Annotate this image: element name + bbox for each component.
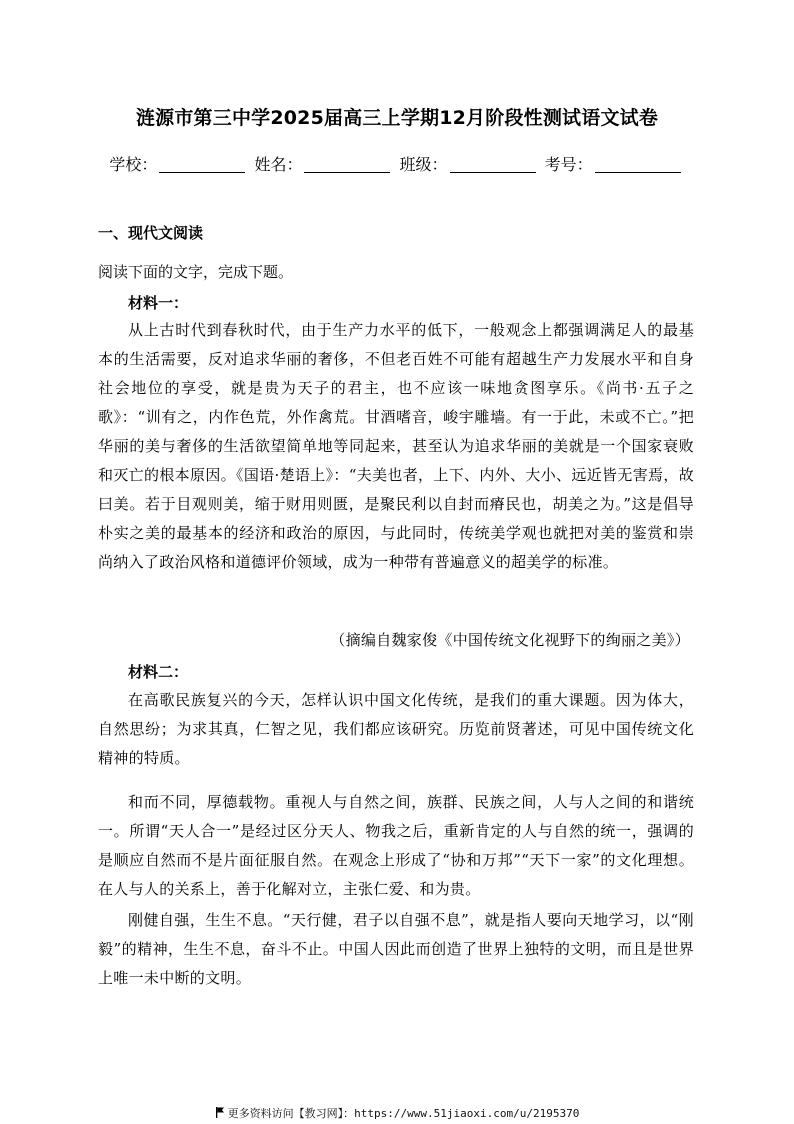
footer-text: 更多资料访问【教习网】：https://www.51jiaoxi.com/u/2195370 (227, 1107, 580, 1120)
exam-title: 涟源市第三中学2025届高三上学期12月阶段性测试语文试卷 (135, 107, 659, 129)
class-label: 班级： (399, 155, 448, 174)
flag-icon (215, 1107, 225, 1121)
school-label: 学校： (109, 155, 158, 174)
material-2-paragraph-2: 和而不同，厚德载物。重视人与自然之间，族群、民族之间，人与人之间的和谐统一。所谓“天人合一”是经过区分天人、物我之后，重新肯定的人与自然的统一，强调的是顺应自然而不是片面征服自然。在观念上形成了“协和万邦”“天下一家”的文化理想。在人与人的关系上，善于化解对立，主张仁爱、和为贵。 (98, 793, 694, 898)
section-instructions: 阅读下面的文字，完成下题。 (98, 263, 294, 281)
material-2-label: 材料二： (128, 663, 189, 681)
section-heading: 一、现代文阅读 (98, 224, 204, 242)
class-blank (450, 156, 536, 173)
material-1-label: 材料一： (128, 294, 189, 312)
material-1-source: （摘编自魏家俊《中国传统文化视野下的绚丽之美》） (330, 631, 690, 649)
material-2-paragraph-1: 在高歌民族复兴的今天，怎样认识中国文化传统，是我们的重大课题。因为体大，自然思纷；为求其真，仁智之见，我们都应该研究。历览前贤著述，可见中国传统文化精神的特质。 (98, 691, 694, 767)
material-2-paragraph-3: 刚健自强，生生不息。“天行健，君子以自强不息”，就是指人要向天地学习，以“刚毅”的精神，生生不息，奋斗不止。中国人因此而创造了世界上独特的文明，而且是世界上唯一未中断的文明。 (98, 911, 694, 987)
footer-link-line[interactable] (0, 1105, 794, 1121)
material-1-text: 从上古时代到春秋时代，由于生产力水平的低下，一般观念上都强调满足人的最基本的生活需要，反对追求华丽的奢侈，不但老百姓不可能有超越生产力发展水平和自身社会地位的享受，就是贵为天子的君主，也不应该一味地贪图享乐。《尚书·五子之歌》：“训有之，内作色荒，外作禽荒。甘酒嗜音，峻宇雕墙。有一于此，未或不亡。”把华丽的美与奢侈的生活欲望简单地等同起来，甚至认为追求华丽的美就是一个国家衰败和灭亡的根本原因。《国语·楚语上》：“夫美也者，上下、内外、大小、远近皆无害焉，故曰美。若于目观则美，缩于财用则匮，是聚民利以自封而瘠民也，胡美之为。”这是倡导朴实之美的最基本的经济和政治的原因，与此同时，传统美学观也就把对美的鉴赏和崇尚纳入了政治风格和道德评价领域，成为一种带有普遍意义的超美学的标准。 (98, 321, 694, 571)
exam-number-label: 考号： (544, 155, 593, 174)
name-blank (304, 156, 390, 173)
exam-number-blank (595, 156, 681, 173)
school-blank (159, 156, 245, 173)
name-label: 姓名： (254, 155, 303, 174)
student-info-line (0, 152, 794, 175)
